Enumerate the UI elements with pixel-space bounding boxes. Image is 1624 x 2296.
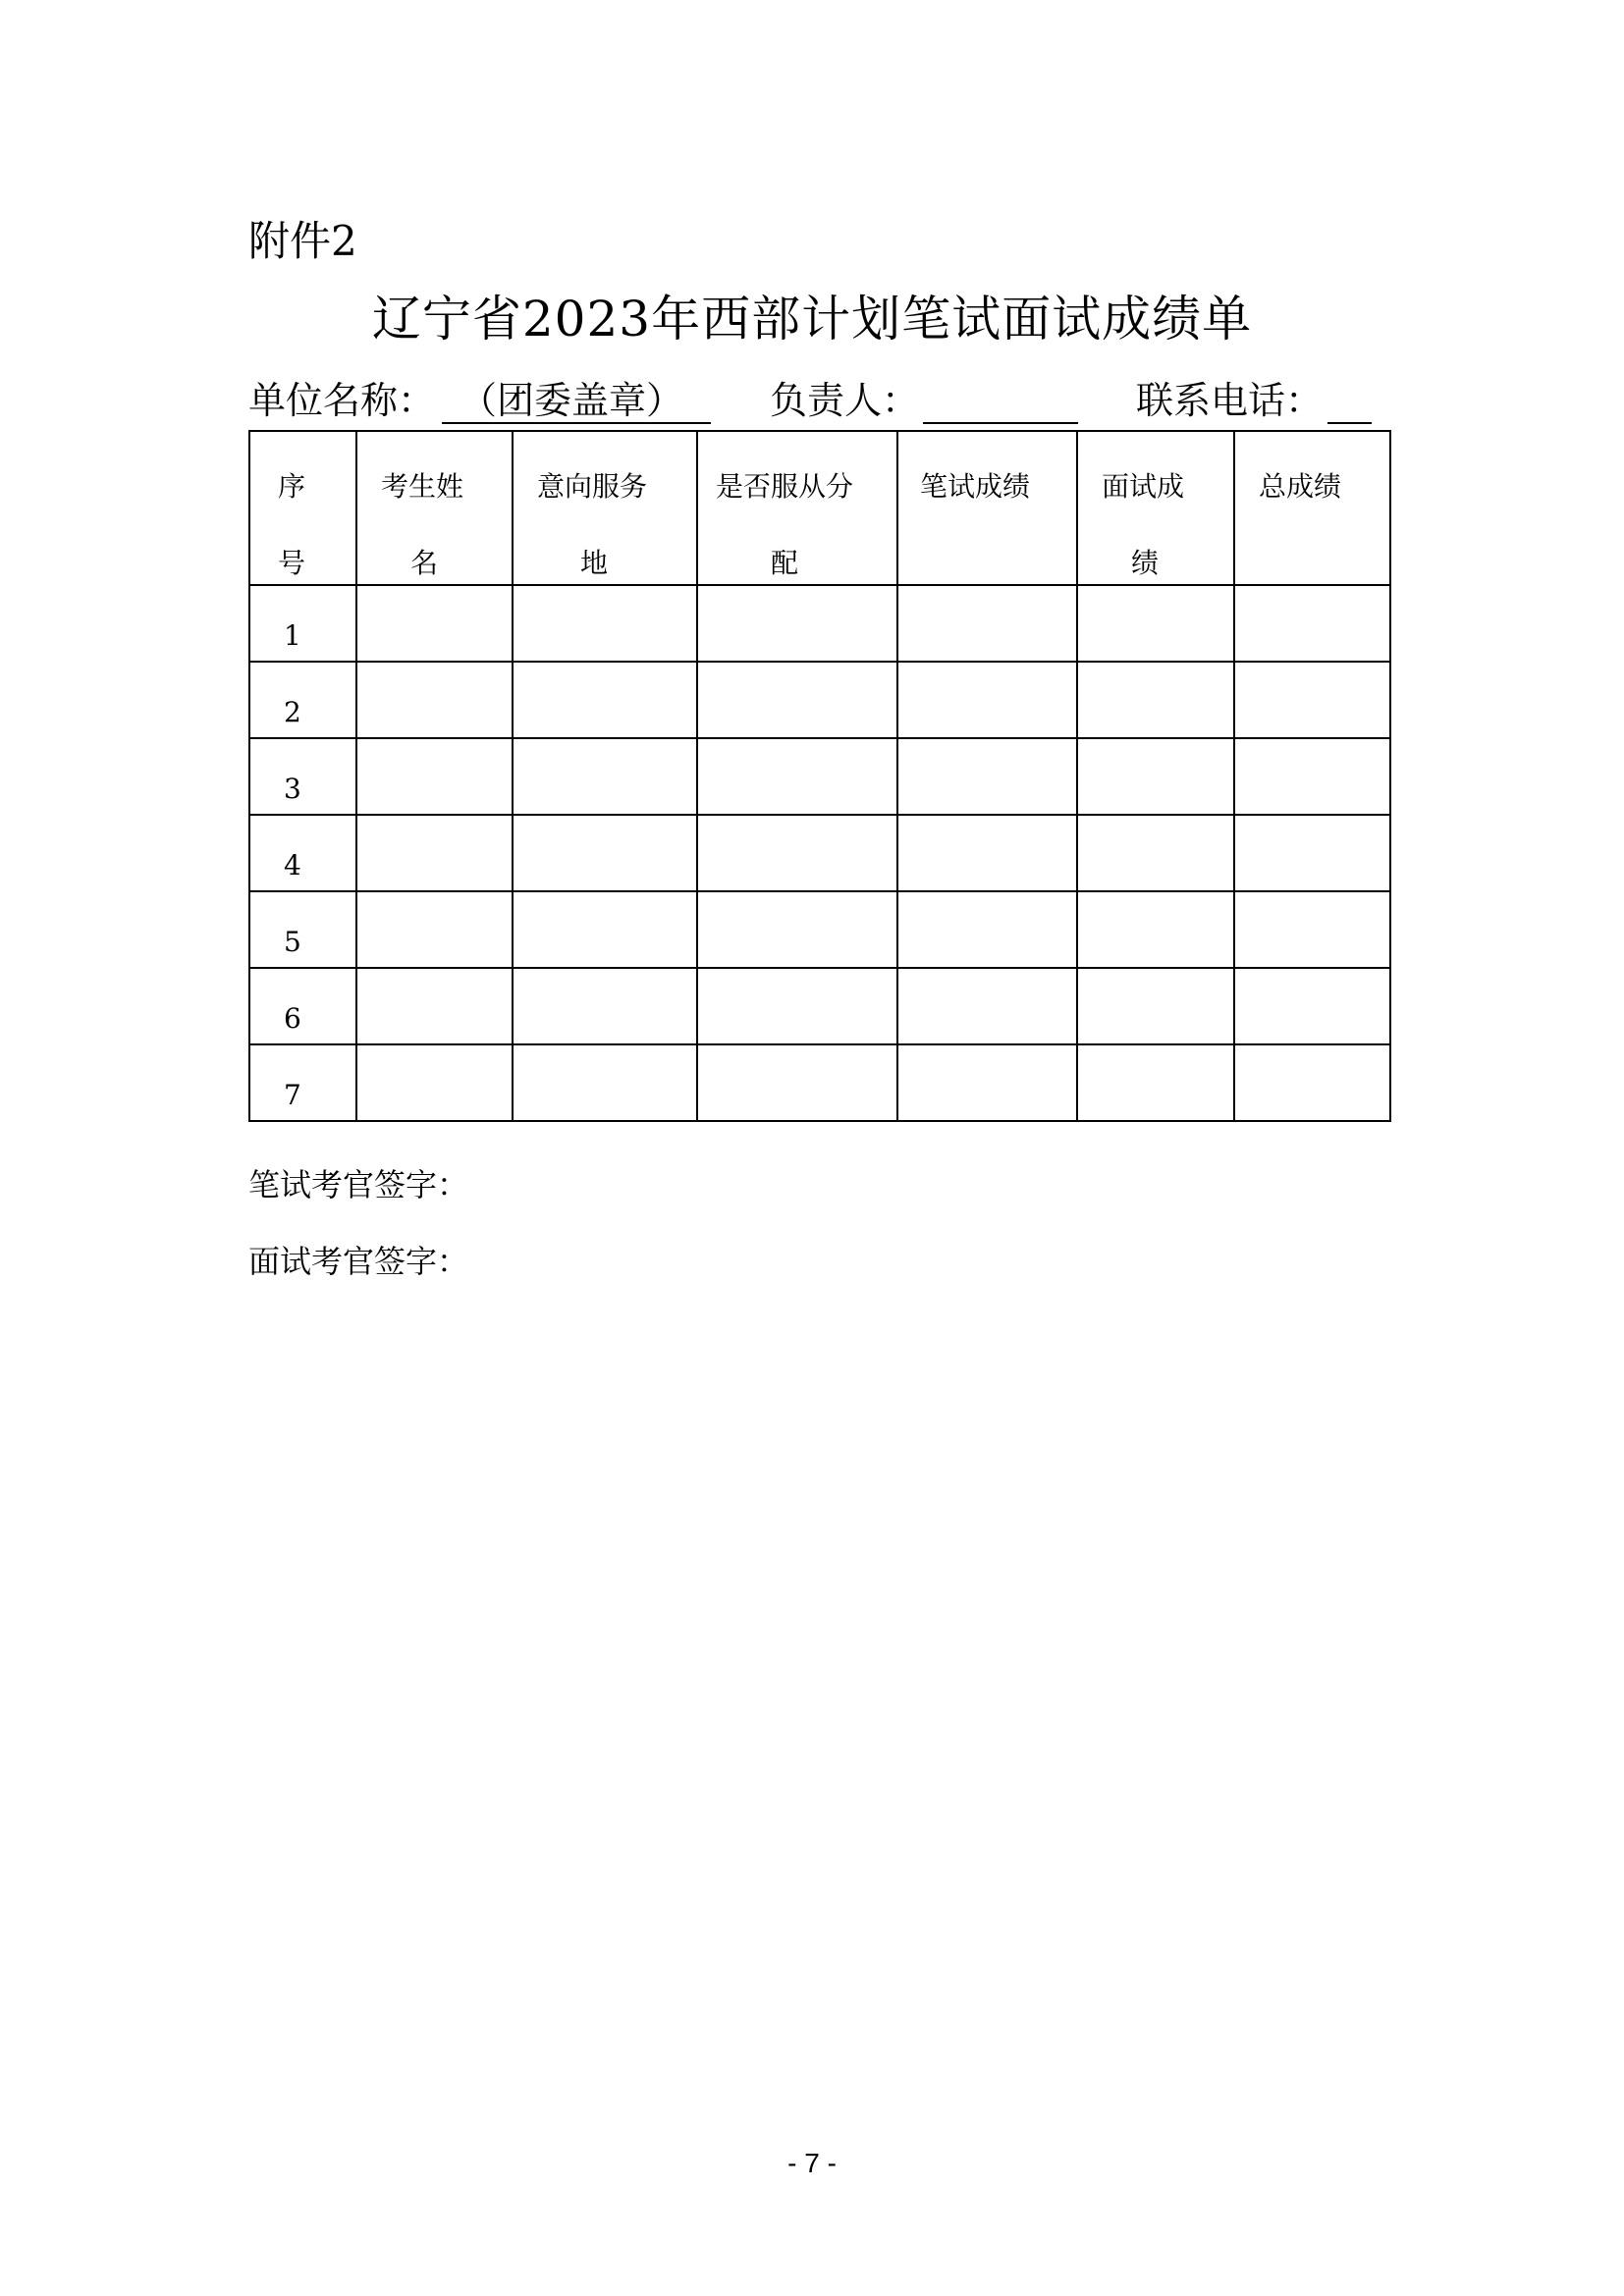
row-number-cell — [249, 585, 356, 662]
table-cell[interactable] — [356, 662, 513, 738]
header-line: 地 — [580, 547, 609, 579]
table-cell[interactable] — [1234, 1044, 1390, 1121]
table-cell[interactable] — [1234, 968, 1390, 1044]
table-cell[interactable] — [1234, 815, 1390, 891]
table-cell[interactable] — [1234, 662, 1390, 738]
table-cell[interactable] — [356, 585, 513, 662]
header-line: 面试成 — [1102, 470, 1185, 503]
unit-name-label: 单位名称： — [248, 379, 436, 422]
table-cell[interactable] — [897, 891, 1077, 968]
document-title: 辽宁省2023年西部计划笔试面试成绩单 — [371, 291, 1253, 347]
table-cell[interactable] — [1234, 738, 1390, 815]
attachment-label: 附件2 — [248, 217, 357, 265]
row-number-cell — [249, 662, 356, 738]
header-written-score — [897, 431, 1077, 585]
row-number: 3 — [284, 773, 301, 805]
header-total-score — [1234, 431, 1390, 585]
row-number-cell — [249, 1044, 356, 1121]
table-cell[interactable] — [697, 968, 897, 1044]
header-line: 总成绩 — [1259, 470, 1342, 503]
table-cell[interactable] — [1077, 968, 1234, 1044]
header-accept-assignment — [697, 431, 897, 585]
table-row — [249, 585, 1390, 662]
table-cell[interactable] — [1077, 815, 1234, 891]
row-number: 1 — [284, 619, 301, 652]
table-cell[interactable] — [513, 815, 697, 891]
table-cell[interactable] — [897, 738, 1077, 815]
table-cell[interactable] — [697, 662, 897, 738]
header-service-location — [513, 431, 697, 585]
table-cell[interactable] — [1077, 738, 1234, 815]
header-line: 绩 — [1131, 547, 1160, 579]
table-cell[interactable] — [697, 891, 897, 968]
row-number: 4 — [284, 849, 301, 881]
interview-examiner-signature-label: 面试考官签字： — [248, 1243, 469, 1280]
table-cell[interactable] — [356, 968, 513, 1044]
responsible-person-label: 负责人： — [770, 379, 920, 422]
table-cell[interactable] — [697, 585, 897, 662]
row-number: 2 — [284, 696, 301, 728]
score-table — [248, 430, 1391, 1122]
table-header-row — [249, 431, 1390, 585]
row-number: 5 — [284, 926, 301, 958]
table-cell[interactable] — [1234, 891, 1390, 968]
table-cell[interactable] — [897, 968, 1077, 1044]
header-line: 意向服务 — [537, 470, 648, 503]
table-row — [249, 891, 1390, 968]
table-row — [249, 815, 1390, 891]
table-cell[interactable] — [513, 968, 697, 1044]
row-number-cell — [249, 891, 356, 968]
written-examiner-signature-label: 笔试考官签字： — [248, 1166, 469, 1203]
table-cell[interactable] — [1077, 585, 1234, 662]
header-name — [356, 431, 513, 585]
table-cell[interactable] — [697, 815, 897, 891]
table-cell[interactable] — [1234, 585, 1390, 662]
table-cell[interactable] — [697, 1044, 897, 1121]
table-cell[interactable] — [356, 815, 513, 891]
table-cell[interactable] — [897, 662, 1077, 738]
table-cell[interactable] — [897, 1044, 1077, 1121]
table-cell[interactable] — [513, 1044, 697, 1121]
table-cell[interactable] — [897, 815, 1077, 891]
table-cell[interactable] — [1077, 1044, 1234, 1121]
header-line: 笔试成绩 — [920, 470, 1031, 503]
row-number: 7 — [284, 1079, 301, 1111]
responsible-person-underline — [923, 422, 1078, 424]
page-number: - 7 - — [787, 2148, 837, 2178]
table-cell[interactable] — [697, 738, 897, 815]
table-row — [249, 738, 1390, 815]
table-cell[interactable] — [1077, 662, 1234, 738]
table-row — [249, 1044, 1390, 1121]
row-number-cell — [249, 738, 356, 815]
header-line: 考生姓 — [381, 470, 464, 503]
table-cell[interactable] — [1077, 891, 1234, 968]
row-number-cell — [249, 815, 356, 891]
header-line: 名 — [410, 547, 439, 579]
header-line: 号 — [278, 547, 306, 579]
unit-name-underline — [442, 422, 711, 424]
phone-underline — [1327, 422, 1372, 424]
table-cell[interactable] — [513, 891, 697, 968]
table-cell[interactable] — [356, 891, 513, 968]
header-interview-score — [1077, 431, 1234, 585]
header-line: 序 — [278, 470, 306, 503]
table-cell[interactable] — [356, 1044, 513, 1121]
table-cell[interactable] — [513, 738, 697, 815]
table-cell[interactable] — [513, 585, 697, 662]
header-seq — [249, 431, 356, 585]
table-cell[interactable] — [513, 662, 697, 738]
row-number-cell — [249, 968, 356, 1044]
table-cell[interactable] — [897, 585, 1077, 662]
phone-label: 联系电话： — [1136, 379, 1324, 422]
table-row — [249, 968, 1390, 1044]
header-line: 是否服从分 — [716, 470, 854, 503]
table-row — [249, 662, 1390, 738]
header-line: 配 — [771, 547, 799, 579]
row-number: 6 — [284, 1002, 301, 1035]
table-cell[interactable] — [356, 738, 513, 815]
unit-name-value: （团委盖章） — [460, 379, 684, 422]
